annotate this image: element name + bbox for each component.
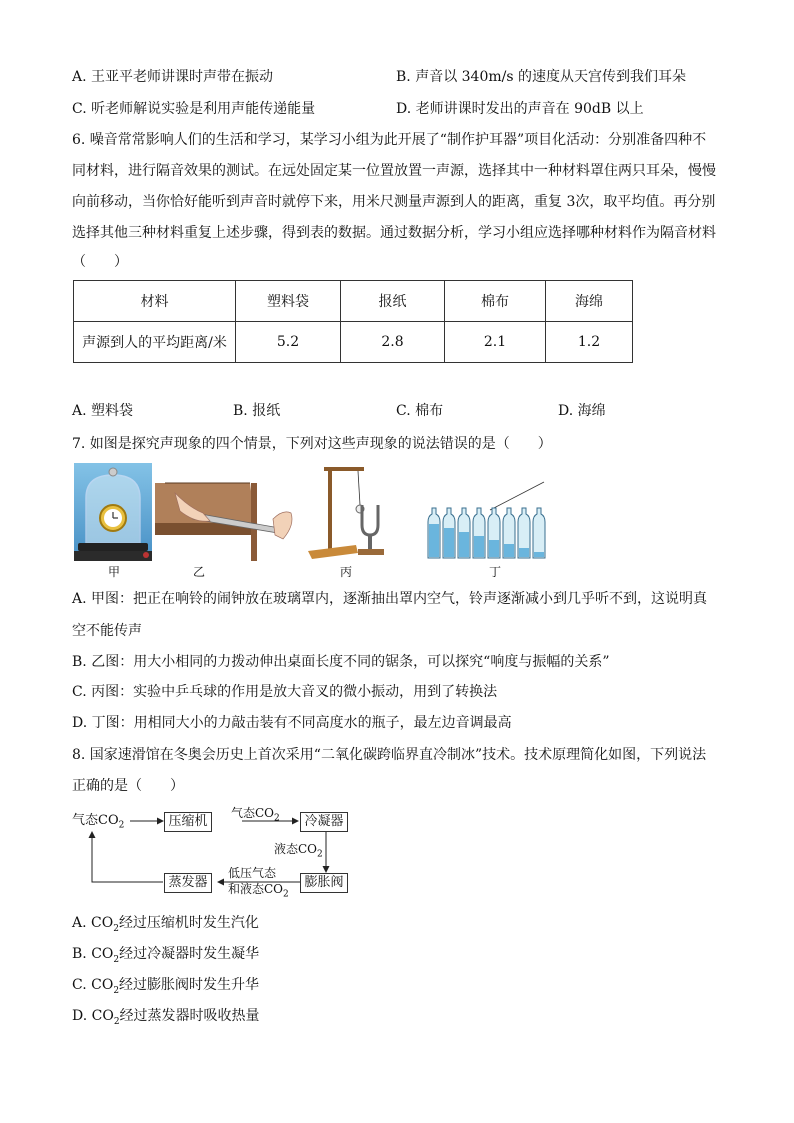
table-cell: 海绵 (546, 281, 633, 322)
compressor-box: 压缩机 (164, 812, 212, 832)
bell-jar-figure (74, 463, 152, 561)
q6-option-d: D. 海绵 (558, 403, 606, 419)
table-cell: 报纸 (341, 281, 445, 322)
q6-stem-line-2: 同材料，进行隔音效果的测试。在远处固定某一位置放置一声源，选择其中一种材料罩住两只耳朵，慢慢 (72, 163, 716, 179)
q8-option-b: B. $CO_2$经过冷凝器时发生凝华 (72, 946, 260, 965)
q6-data-table (73, 280, 633, 363)
table-row (74, 322, 633, 363)
figure-caption-yi: 乙 (193, 565, 206, 579)
q5-option-b: B. 声音以 340m/s 的速度从天宫传到我们耳朵 (396, 69, 686, 85)
q7-stem: 7. 如图是探究声现象的四个情景，下列对这些声现象的说法错误的是（ ） (72, 436, 552, 452)
low-pressure-gas-label: 低压气态 (228, 866, 277, 880)
q6-stem-line-1: 6. 噪音常常影响人们的生活和学习，某学习小组为此开展了“制作护耳器”项目化活动：分别准备四种不 (72, 132, 707, 148)
q6-stem-line-5: （ ） (72, 254, 128, 270)
q5-option-d: D. 老师讲课时发出的声音在 90dB 以上 (396, 101, 644, 117)
q6-stem-line-4: 选择其他三种材料重复上述步骤，得到表的数据。通过数据分析，学习小组应选择哪种材料作为隔音材料 (72, 225, 716, 241)
table-cell: 声源到人的平均距离/米 (74, 322, 236, 363)
liquid-co2-label: 液态$CO_2$ (274, 842, 323, 860)
q7-option-a-line-1: A. 甲图：把正在响铃的闹钟放在玻璃罩内，逐渐抽出罩内空气，铃声逐渐减小到几乎听不到，这说明真 (72, 591, 708, 607)
q8-option-a: A. $CO_2$经过压缩机时发生汽化 (72, 915, 259, 934)
q5-option-a: A. 王亚平老师讲课时声带在振动 (72, 69, 274, 85)
figure-caption-jia: 甲 (108, 565, 121, 579)
figure-caption-bing: 丙 (340, 565, 353, 579)
q6-option-b: B. 报纸 (233, 403, 281, 419)
table-cell: 材料 (74, 281, 236, 322)
q8-stem-line-2: 正确的是（ ） (72, 778, 184, 794)
q8-option-c: C. $CO_2$经过膨胀阀时发生升华 (72, 977, 260, 996)
q6-option-c: C. 棉布 (396, 403, 444, 419)
expansion-valve-box: 膨胀阀 (300, 873, 348, 893)
evaporator-box: 蒸发器 (164, 873, 212, 893)
gas-co2-label: 气态$CO_2$ (231, 806, 280, 824)
q6-option-a: A. 塑料袋 (72, 403, 134, 419)
q7-option-a-line-2: 空不能传声 (72, 623, 142, 639)
q8-stem-line-1: 8. 国家速滑馆在冬奥会历史上首次采用“二氧化碳跨临界直冷制冰”技术。技术原理简化如图，下列说法 (72, 747, 707, 763)
table-cell: 2.8 (341, 322, 445, 363)
figure-caption-ding: 丁 (489, 565, 502, 579)
q6-stem-line-3: 向前移动，当你恰好能听到声音时就停下来，用米尺测量声源到人的距离，重复 3次，取平均值。再分别 (72, 194, 716, 210)
table-cell: 塑料袋 (236, 281, 341, 322)
saw-blade-figure (155, 463, 305, 561)
table-cell: 1.2 (546, 322, 633, 363)
q7-option-d: D. 丁图：用相同大小的力敲击装有不同高度水的瓶子，最左边音调最高 (72, 715, 512, 731)
co2-gas-start-label: 气态$CO_2$ (72, 813, 125, 831)
q7-option-c: C. 丙图：实验中乒乓球的作用是放大音叉的微小振动，用到了转换法 (72, 684, 498, 700)
condenser-box: 冷凝器 (300, 812, 348, 832)
table-row (74, 281, 633, 322)
q5-option-c: C. 听老师解说实验是利用声能传递能量 (72, 101, 316, 117)
table-cell: 2.1 (445, 322, 546, 363)
liquid-co2-mix-label: 和液态$CO_2$ (228, 882, 289, 900)
tuning-fork-figure (306, 463, 396, 561)
table-cell: 棉布 (445, 281, 546, 322)
q8-option-d: D. $CO_2$经过蒸发器时吸收热量 (72, 1008, 260, 1027)
water-bottles-figure (420, 480, 550, 560)
table-cell: 5.2 (236, 322, 341, 363)
q7-option-b: B. 乙图：用大小相同的力拨动伸出桌面长度不同的锯条，可以探究“响度与振幅的关系” (72, 654, 610, 670)
